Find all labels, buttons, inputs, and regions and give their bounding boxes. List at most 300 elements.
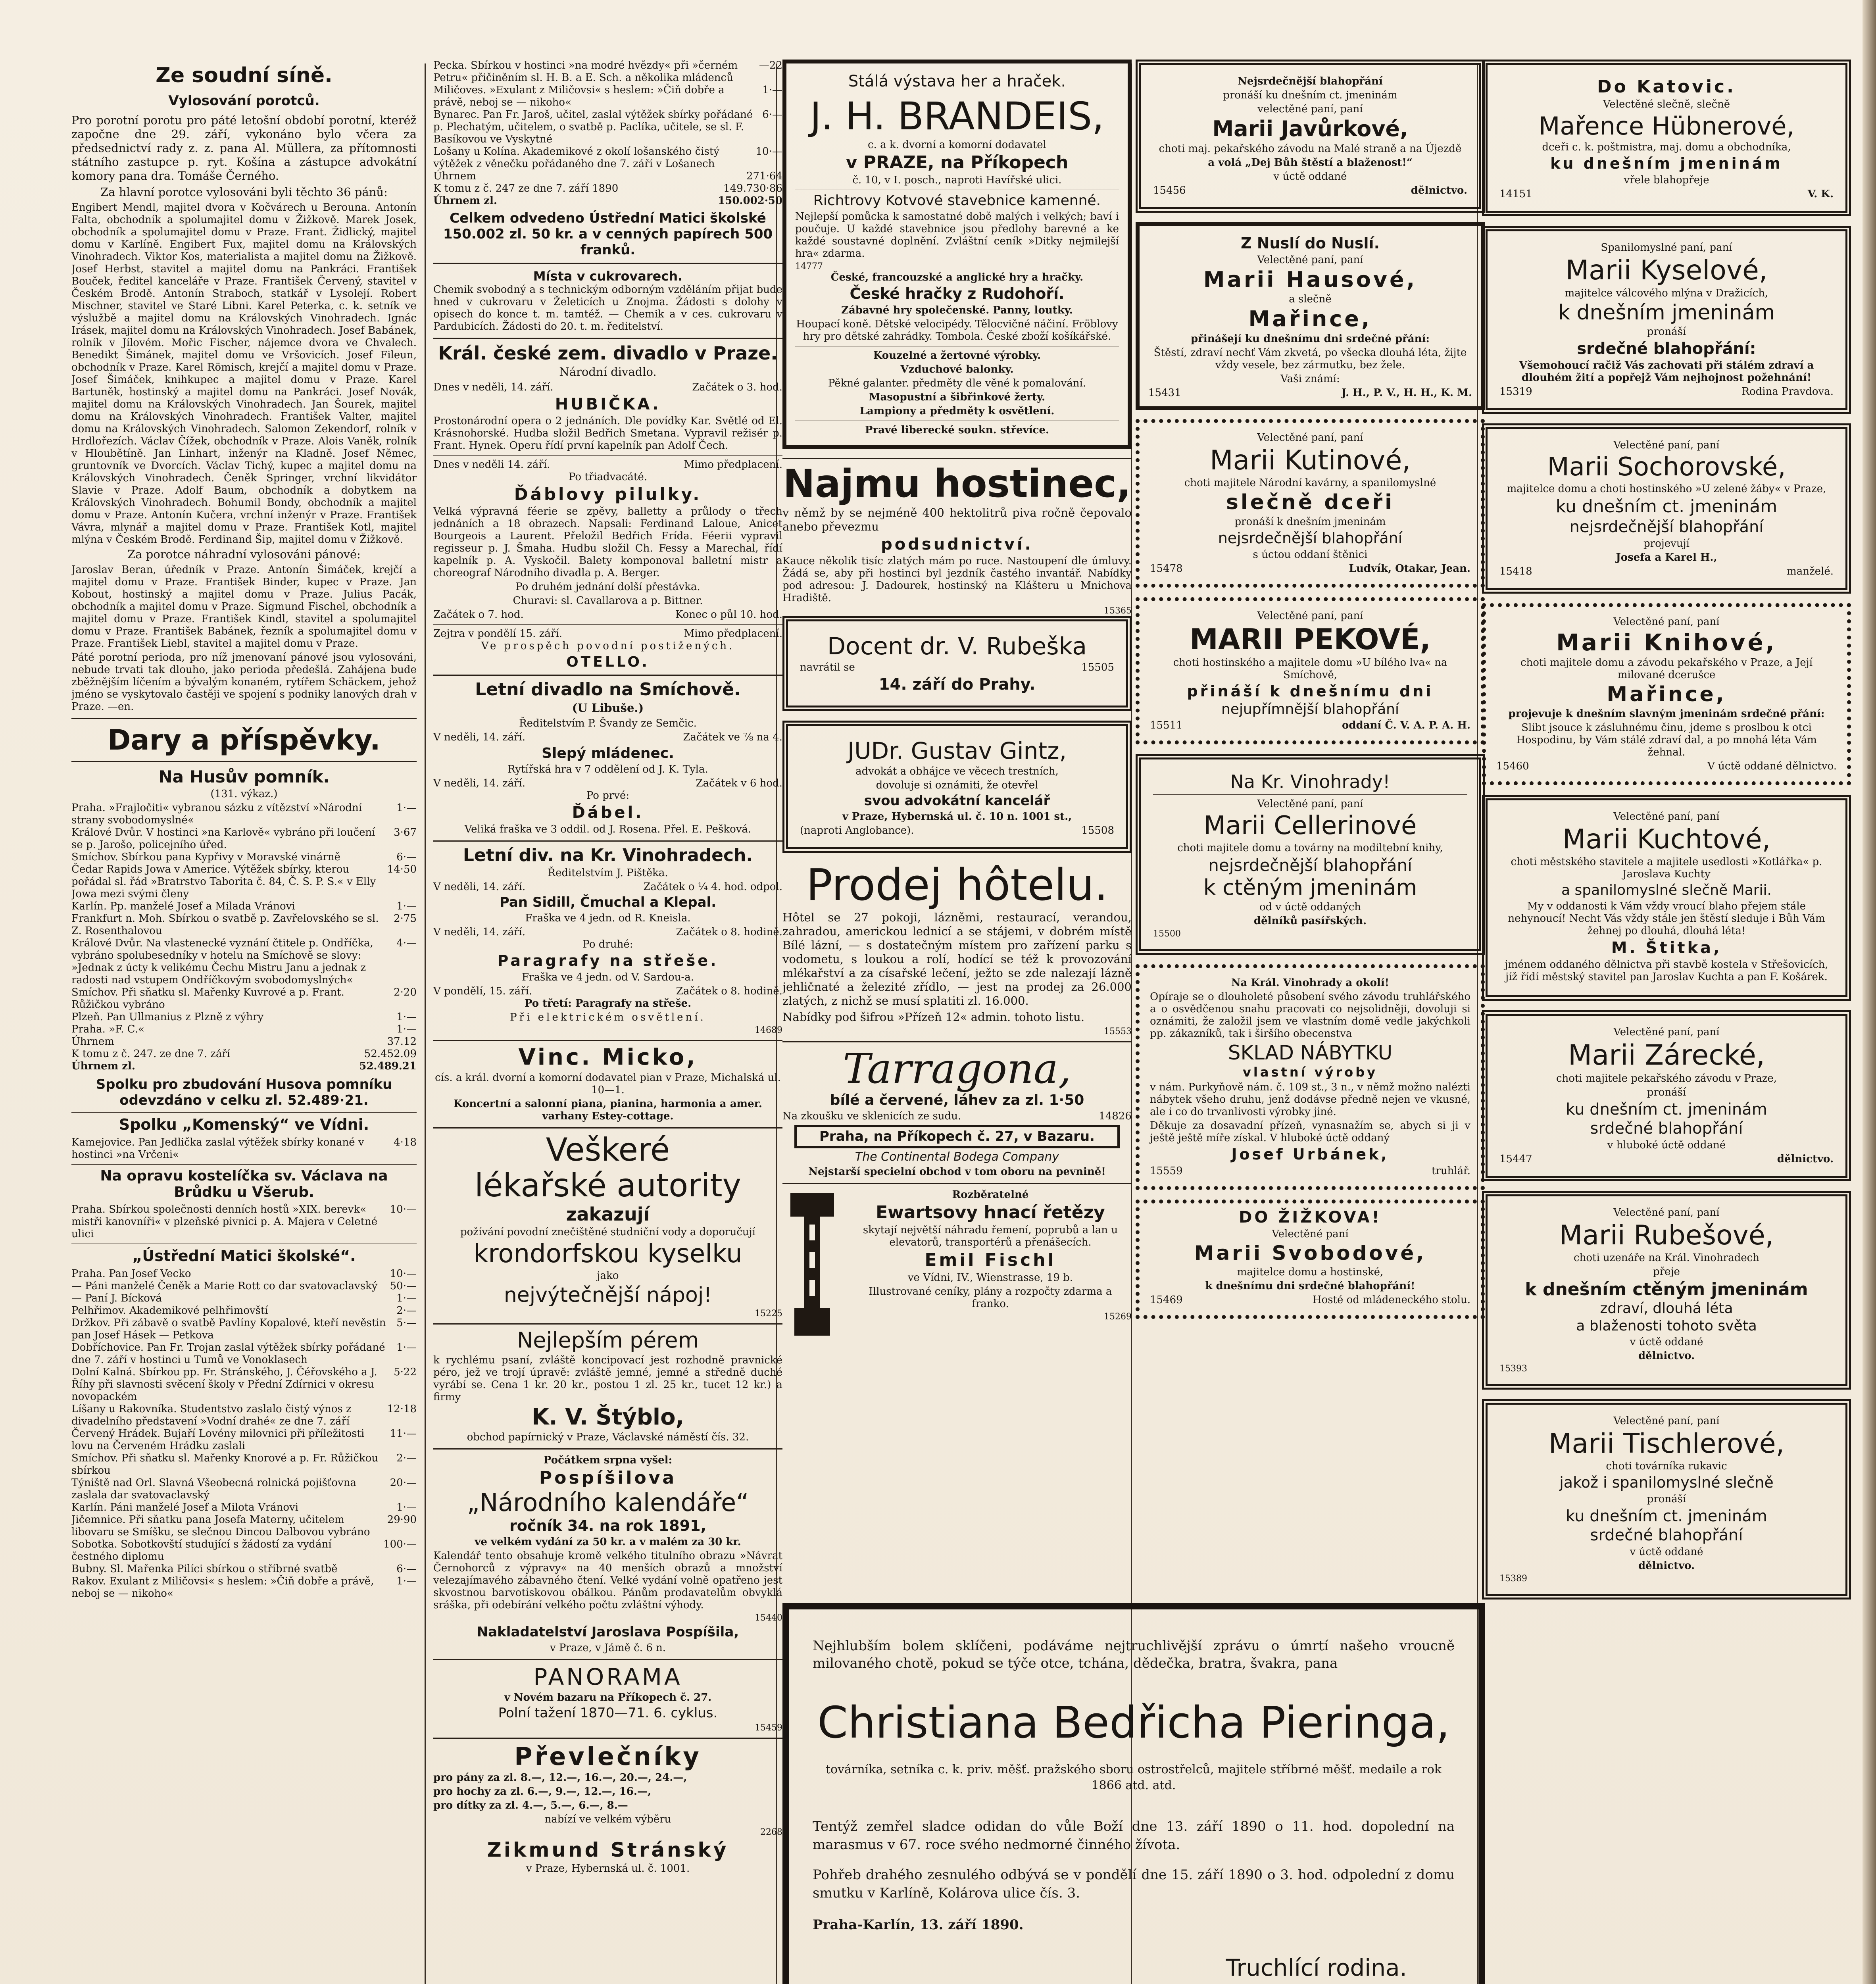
schedule-row: Začátek o 7. hod. Konec o půl 10. hod. — [433, 609, 782, 621]
donation-amount: 1·— — [396, 1023, 417, 1035]
schedule-row: V neděli, 14. září. Začátek o 8. hodině. — [433, 926, 782, 938]
ad-number: 15365 — [1104, 606, 1132, 616]
ad-text: Počátkem srpna vyšel: — [543, 1454, 673, 1467]
greeting-text: Velectěné paní, paní — [1257, 609, 1363, 622]
greeting-name: Marii Kutinové, — [1210, 444, 1411, 476]
play-title: Slepý mládenec. — [542, 745, 674, 762]
greeting-text: Velectěné paní, paní — [1613, 439, 1720, 452]
ad-text: Zábavné hry společenské. Panny, loutky. — [841, 304, 1073, 316]
play-title: HUBIČKA. — [555, 395, 661, 414]
greeting-row: 14151 V. K. — [1499, 188, 1834, 200]
donation-text: — Páni manželé Čeněk a Marie Rott co dar svatovaclavský — [71, 1280, 378, 1292]
ad-text: Kalendář tento obsahuje kromě velkého titulního obrazu »Návrat Černohorců z výpravy« na 40 menších obrazů a množství velezajímavého zábavného čtení. Velké vydání volně opatřeno jest skvostnou barvotiskovou obálkou. Pánům prodavatelům obvyklá sráška, při odebírání velkého počtu zvláštní výhody. — [433, 1550, 782, 1611]
donation-amount: 14·50 — [387, 863, 417, 875]
donation-text: Bynarec. Pan Fr. Jaroš, učitel, zaslal výtěžek sbírky pořádané p. Plechatým, učitelem, o svatbě p. Paclíka, učitele, se sl. F. Basíkovou ve Vyskytné — [433, 109, 753, 145]
greeting-name: slečně dceři — [1226, 490, 1395, 515]
total-row: K tomu z č. 247 ze dne 7. září 1890 149.730·86 — [433, 183, 782, 194]
ad-title: JUDr. Gustav Gintz, — [847, 737, 1067, 765]
ad-text: v Novém bazaru na Příkopech č. 27. — [504, 1692, 712, 1704]
ad-number: 2268 — [760, 1827, 782, 1837]
greeting-text: Velectěné paní — [1272, 1228, 1349, 1240]
ad-subtitle: zakazují — [566, 1203, 650, 1225]
greeting-row: 15319 Rodina Pravdova. — [1499, 386, 1834, 398]
donation-text: Držkov. Při zábavě o svatbě Pavlíny Kopalové, kteří nevěstin pan Josef Hásek — Petkova — [71, 1317, 386, 1341]
greeting-text: Nejsrdečnější blahopřání — [1238, 75, 1383, 87]
donation-row — [71, 851, 417, 863]
donation-text: — Paní J. Bícková — [71, 1292, 162, 1304]
play-title: Pan Sidill, Čmuchal a Klepal. — [499, 894, 717, 911]
greeting-row: 15456 dělnictvo. — [1153, 184, 1467, 196]
donation-row — [71, 1023, 417, 1036]
ad-subtitle: svou advokátní kancelář — [864, 793, 1050, 809]
greeting-wish: nejupřímnější blahopřání — [1221, 701, 1399, 718]
donation-amount: 4·— — [396, 937, 417, 949]
ad-text: Lampiony a předměty k osvětlení. — [859, 405, 1055, 417]
donation-text: Pecka. Sbírkou v hostinci »na modré hvězdy« při »černém Petru« přičiněním sl. H. B. a E. Sch. a několika mládenců — [433, 60, 738, 84]
ad-subtitle: Nakladatelství Jaroslava Pospíšila, — [477, 1624, 739, 1640]
greeting-text: Štěstí, zdraví nechť Vám zkvetá, po všecka dlouhá léta, žijte vždy vesele, bez zármutku, bez žele. — [1153, 346, 1467, 371]
greeting-name: Mařince, — [1607, 682, 1726, 707]
ad-judr — [782, 721, 1132, 853]
obituary-intro: Nejhlubším bolem sklíčeni, podáváme nejtruchlivější zprávu o úmrtí našeho vroucně milovaného chotě, pokud se týče otce, tchána, dědečka, bratra, švakra, pana — [813, 1638, 1455, 1671]
ad-title: Docent dr. V. Rubeška — [827, 632, 1087, 661]
greeting-zarecka — [1482, 1010, 1851, 1181]
ad-subtitle: České hračky z Rudohoří. — [850, 285, 1065, 302]
divider — [433, 455, 782, 456]
greeting-name: Mařince, — [1248, 306, 1372, 332]
donation-row — [71, 1011, 417, 1023]
greeting-rubesova — [1482, 1191, 1851, 1390]
theatre-direction: Ředitelstvím J. Pištěka. — [548, 867, 668, 879]
ad-text: pro hochy za zl. 6.—, 9.—, 12.—, 16.—, — [433, 1785, 651, 1798]
ad-text: Pravé liberecké soukn. střevíce. — [865, 424, 1049, 436]
ad-title: Ewartsovy hnací řetězy — [876, 1202, 1105, 1223]
ad-number: 15393 — [1499, 1363, 1527, 1374]
ad-text: advokát a obhájce ve věcech trestních, — [855, 765, 1059, 778]
ad-number: 15500 — [1153, 929, 1181, 939]
donation-row — [71, 1452, 417, 1477]
chain-icon — [782, 1189, 842, 1340]
subsection-heading: Spolku „Komenský“ ve Vídni. — [119, 1116, 369, 1133]
greeting-text: Velectěné paní, paní — [1613, 1415, 1720, 1427]
greeting-name: Marii Tischlerové, — [1548, 1428, 1785, 1459]
donation-row — [71, 1305, 417, 1317]
greeting-tischlerova — [1482, 1399, 1851, 1600]
ad-text: c. a k. dvorní a komorní dodavatel — [868, 138, 1046, 151]
donation-text: Praha. Sbírkou společnosti denních hostů »XIX. berevk« mistři kanovníři« v plzeňské pivnici p. A. Majera v Celetné ulici — [71, 1203, 378, 1240]
divider — [1153, 794, 1467, 795]
donation-amount: 1·— — [396, 1342, 417, 1353]
play-note: Po prvé: — [586, 790, 630, 802]
donation-row — [71, 1575, 417, 1600]
ad-title: lékařské autority — [475, 1167, 741, 1204]
greeting-text: majitelce válcového mlýna v Dražicích, — [1565, 287, 1768, 299]
donation-text: Sobotka. Sobotkovští studující s žádostí za vydání čestného diplomu — [71, 1538, 332, 1563]
donation-row — [71, 1280, 417, 1292]
donation-amount: 10·— — [755, 146, 782, 158]
donation-row — [71, 827, 417, 851]
ad-row: (naproti Anglobance). 15508 — [800, 825, 1114, 837]
greeting-text: velectěné paní, paní — [1257, 103, 1363, 115]
donation-row — [71, 1403, 417, 1428]
total-row: Úhrnem zl. 52.489.21 — [71, 1060, 417, 1072]
schedule-row: V pondělí, 15. září. Začátek o 8. hodině. — [433, 985, 782, 997]
greeting-text: dceři c. k. poštmistra, maj. domu a obchodníka, — [1542, 141, 1791, 154]
donation-list — [71, 1136, 417, 1161]
greeting-name: Marii Knihové, — [1556, 629, 1777, 656]
divider — [782, 458, 1132, 459]
ad-text: dovoluje si oznámiti, že otevřel — [876, 779, 1038, 792]
theatre-direction: Ředitelstvím P. Švandy ze Semčic. — [519, 717, 697, 730]
greeting-text: Velectěné paní, paní — [1613, 1026, 1720, 1038]
divider — [433, 624, 782, 625]
ad-furniture — [1136, 964, 1485, 1190]
greeting-text: v úctě oddané — [1273, 170, 1347, 183]
greeting-text: od v úctě oddaných — [1259, 901, 1361, 913]
donation-amount: 2·— — [396, 1452, 417, 1464]
schedule-row: V neděli, 14. září. Začátek v 6 hod. — [433, 777, 782, 790]
paragraph: Engibert Mendl, majitel dvora v Kočvárech u Berouna. Antonín Falta, obchodník a spolumajitel domu v Žižkově. Marek Josek, obchodník a spolumajitel domu v Praze. Frant. Židlický, majitel domu v Karlíně. Engibert Fux, majitel domu na Královských Vinohradech. Viktor Kos, materialista a majitel domu na Žižkově. Josef Herbst, stavitel a majitel domu na Pankráci. František Bouček, ředitel kanceláře v Praze. František Červený, stavitel v Českém Brodě. Antonín Straboch, statkář v Lysolejí. Robert Mischner, stavitel ve Staré Libni. Karel Peterka, c. k. setník ve výslužbě a majitel domu na Královských Vinohradech. Ignác Irásek, majitel domu na Královských Vinohradech. Josef Babánek, rolník v Jílovém. Mořic Fischer, nájemce dvora ve Chvalech. Benedikt Šimánek, majitel domu ve Vršovicích. Josef Fileun, obchodník v Praze. Karel Römisch, krejčí a majitel domu v Praze. Josef Šimáček, knihkupec a majitel domu v Praze. Karel Bartuněk, hostinský a majitel domu na Pankráci. Josef Novák, majitel domu na Královských Vinohradech. Jan Šourek, majitel domu na Královských Vinohradech. František Valter, majitel domu na Královských Vinohradech. Salomon Zekendorf, rolník v Hrdlořezích. Václav Čížek, obchodník v Praze. Alois Vaněk, rolník v Hloubětíně. Jan Linhart, inženýr na Kladně. Josef Němec, gruntovník ve Dvorcích. Václav Tichý, kupec a majitel domu na Královských Vinohradech. Čeněk Springer, vrchní likvidátor Slavie v Praze. Adolf Baum, obchodník a dobytkem na Královských Vinohradech. Bohumil Bondy, obchodník a majitel domu v Praze. Antonín Kučera, vrchní inženýr v Praze. František Vávra, mlynář a majitel domu v Praze. František Kotl, majitel mlýna v Českém Brodě. Ferdinand Šip, majitel domu v Žižkově. — [71, 202, 417, 546]
play-note: Po třiadvacáté. — [568, 471, 648, 483]
divider — [433, 1127, 782, 1128]
divider — [782, 1041, 1132, 1042]
donation-text: Červený Hrádek. Bujaří Lovény milovnici při příležitosti lovu na Červeném Hrádku zaslali — [71, 1428, 365, 1452]
donation-amount: 5·22 — [394, 1366, 417, 1378]
donation-amount: 3·67 — [394, 827, 417, 838]
donation-amount: 6·— — [396, 1563, 417, 1575]
greeting-text: Velectěné slečně, slečně — [1603, 98, 1730, 111]
greeting-knihova — [1482, 603, 1851, 785]
ad-text: č. 10, v I. posch., naproti Havířské ulici. — [852, 174, 1062, 186]
divider — [71, 761, 417, 762]
donation-row — [71, 1366, 417, 1403]
divider — [782, 1183, 1132, 1184]
greeting-text: projevují — [1643, 537, 1690, 550]
donation-text: Praha. Pan Josef Vecko — [71, 1268, 191, 1280]
donation-row — [71, 900, 417, 913]
obituary-place: Praha-Karlín, 13. září 1890. — [813, 1917, 1024, 1933]
donation-text: Praha. »F. C.« — [71, 1023, 144, 1035]
greeting-wish: k dnešním jmeninám — [1558, 300, 1775, 325]
greeting-text: Velectěné paní, paní — [1613, 1206, 1720, 1219]
greeting-text: Všemohoucí račiž Vás zachovati při stálém zdraví a dlouhém žití a popřejž Vám nejhojnost požehnání! — [1519, 360, 1814, 384]
greeting-wish: ku dnešním ct. jmeninám — [1566, 1100, 1767, 1119]
greeting-text: s úctou oddaní štěnici — [1253, 548, 1368, 561]
greeting-name: Marii Rubešové, — [1559, 1219, 1774, 1251]
donation-amount: 10·— — [390, 1268, 417, 1280]
donation-amount: 11·— — [390, 1428, 417, 1440]
greeting-wish: projevuje k dnešním slavným jmeninám srdečné přání: — [1508, 708, 1825, 720]
total-row: Úhrnem 37.12 — [71, 1036, 417, 1048]
greeting-text: Velectěné paní, paní — [1613, 811, 1720, 823]
greeting-text: v hluboké úctě oddané — [1607, 1139, 1726, 1151]
donation-row — [71, 1136, 417, 1161]
play-title: Ďábel. — [572, 804, 644, 822]
paragraph: Za porotce náhradní vylosováni pánové: — [127, 548, 361, 561]
ad-text: Kouzelné a žertovné výrobky. — [873, 349, 1041, 361]
play-note: Ve prospěch povodní postižených. — [481, 640, 735, 652]
greeting-text: choti uzenáře na Král. Vinohradech — [1574, 1252, 1759, 1264]
column-donations-theatre — [433, 60, 782, 1876]
donation-amount: 10·— — [390, 1203, 417, 1215]
ad-text: Rozběratelné — [952, 1188, 1029, 1201]
greeting-signature: M. Štitka, — [1611, 939, 1722, 957]
ad-text: Pěkné galanter. předměty dle věné k pomalování. — [828, 377, 1086, 389]
ad-text: České, francouzské a anglické hry a hračky. — [830, 271, 1084, 283]
donation-row — [71, 1292, 417, 1305]
donation-text: Čedar Rapids Jowa v Americe. Výtěžek sbírky, kterou pořádal sl. řád »Bratrstvo Taborita č. 84, Č. S. P. S.« v Elly Jowa mezi svými členy — [71, 863, 376, 900]
donation-row — [71, 937, 417, 986]
ad-text: Hôtel se 27 pokoji, lázněmi, restaurací, verandou, zahradou, americkou lednicí a se stájemi, v dobrém místě Bílé lázní, — s dostatečným místem pro zařízení parku s vodometu, s loukou a rolí, hodící se též k provozování mlékařství a za císařské lečení, ježto se zde nalezají lázně jehličnaté a železité zřídlo, — jest na prodej za 26.000 zlatých, z nichž se musí splatiti zl. 16.000. — [782, 910, 1132, 1007]
play-description: Fraška ve 4 jedn. od V. Sardou-a. — [521, 971, 694, 983]
greeting-name: Marii Cellerinové — [1203, 811, 1417, 841]
ad-text: Opíraje se o dlouholeté působení svého závodu truhlářského a o osvědčenou snahu pracovati co nejsolidněji, dovoluji si oznámiti, že založil jsem ve vlastním domě vedle jakýchkoli pp. zákazníků, tak i širšího obecenstva — [1150, 991, 1470, 1040]
ad-text: k rychlému psaní, zvláště koncipovací jest rozhodně pravnické péro, jež ve trojí úpravě: zvláště jemné, jemné a středně duché vyrábí se. Cena 1 kr. 20 kr., postou 1 zl. 25 kr., tucet 12 kr.) a firmy — [433, 1354, 782, 1403]
greeting-text: dělnictvo. — [1638, 1560, 1695, 1572]
donation-amount: 50·— — [390, 1280, 417, 1292]
greeting-wish: ku dnešním ct. jmeninám — [1555, 496, 1778, 517]
paragraph: Páté porotní perioda, pro níž jmenovaní pánové jsou vylosováni, nebude trvati tak dlouho, jako perioda předešlá. Zahájena bude zběžnějším líčením a bývalým konaném, rytířem Schäckem, jehož jméno se vyskytovalo častěji ve spojení s podniky lanových drah v Praze. —en. — [71, 652, 417, 713]
subsection-heading: Místa v cukrovarech. — [533, 269, 683, 284]
donation-amount: 2·20 — [394, 986, 417, 998]
greeting-text: dělnictvo. — [1638, 1350, 1695, 1362]
ad-subtitle: vlastní výroby — [1243, 1064, 1378, 1080]
ad-subtitle: bílé a červené, láhev za zl. 1·50 — [830, 1092, 1084, 1108]
donation-text: Miličoves. »Exulant z Miličovsi« s heslem: »Čiň dobře a právě, neboj se — nikoho« — [433, 84, 725, 108]
ad-text: pro pány za zl. 8.—, 12.—, 16.—, 20.—, 24.—, — [433, 1771, 687, 1784]
greeting-text: Velectěné paní, paní — [1257, 254, 1363, 266]
greeting-wish: k ctěným jmeninám — [1203, 875, 1417, 900]
greeting-wish: ku dnešním ct. jmeninám — [1566, 1507, 1767, 1526]
ad-subtitle: ročník 34. na rok 1891, — [509, 1517, 706, 1534]
greeting-name: Marii Svobodové, — [1194, 1242, 1426, 1265]
ad-title: Najmu hostinec, — [783, 461, 1131, 506]
greeting-text: choti majitele pekařského závodu v Praze, — [1556, 1072, 1777, 1084]
ad-brandeis — [782, 60, 1132, 449]
play-note: Po třetí: Paragrafy na střeše. — [524, 997, 692, 1009]
divider — [433, 1659, 782, 1660]
greeting-text: choti majitele domu a závodu pekařského v Praze, a Její milované dcerušce — [1520, 657, 1813, 681]
ad-title: Veškeré — [546, 1131, 670, 1168]
donation-row — [71, 863, 417, 900]
greeting-javurkova — [1136, 60, 1485, 213]
donation-row — [433, 109, 782, 146]
obituary-death: Tentýž zemřel sladce odidan do vůle Boží dne 13. září 1890 o 11. hod. dopolední na marasmus v 67. roce svého nedmorné činného žívota. — [813, 1818, 1455, 1853]
donation-amount: 5·— — [396, 1317, 417, 1329]
greeting-name: Marii Javůrkové, — [1212, 116, 1408, 141]
ad-number: 14777 — [795, 261, 823, 271]
donation-text: Týniště nad Orl. Slavná Všeobecná rolnická pojišťovna zaslala dar svatovaclavský — [71, 1477, 356, 1501]
ad-text: Koncertní a salonní piana, pianina, harmonia a amer. varhany Estey-cottage. — [454, 1098, 762, 1122]
obituary-notice — [782, 1603, 1485, 1984]
greeting-text: dělníků pasířských. — [1253, 915, 1367, 927]
play-description: Veliká fraška ve 3 oddil. od J. Rosena. Přel. E. Pešková. — [464, 823, 752, 836]
donation-amount: —22 — [759, 60, 782, 71]
greeting-wish: k dnešnímu dni srdečné blahopřání! — [1205, 1280, 1415, 1292]
schedule-row: V neděli, 14. září. Začátek ve ⅞ na 4. — [433, 731, 782, 744]
ad-title: Pospíšilova — [539, 1468, 677, 1488]
donation-list — [71, 1203, 417, 1240]
ad-number: 15553 — [1104, 1026, 1132, 1036]
donation-text: Dolní Kalná. Sbírkou pp. Fr. Stránského, J. Čéřovského a J. Říhy při slavnosti svěcení školy v Přední Zdírnici v okresu novopackém — [71, 1366, 377, 1403]
greeting-cellerinova — [1136, 754, 1485, 955]
greeting-text: v úctě oddané — [1630, 1336, 1703, 1348]
ad-text: v Praze, Hybernská ul. č. 10 n. 1001 st., — [842, 811, 1072, 823]
donation-row — [71, 1538, 417, 1563]
greeting-wish: srdečné blahopřání: — [1577, 340, 1756, 358]
greeting-hausova — [1136, 222, 1485, 410]
donation-row — [71, 986, 417, 1011]
greeting-text: majitelce domu a choti hostinského »U zelené žáby« v Praze, — [1507, 483, 1826, 495]
greeting-text: pronáší — [1647, 1086, 1686, 1098]
donation-row — [433, 146, 782, 170]
donation-text: Bubny. Sl. Mařenka Pilíci sbírkou o stříbrné svatbě — [71, 1563, 338, 1575]
greeting-text: pronáší ku dnešním ct. jmeninám — [1223, 89, 1397, 101]
ad-text: Kauce několik tisíc zlatých mám po ruce. Nastoupení dle úmluvy. Žádá se, aby při hostinci byl jezdník častého invantář. Nabídky pod adresou: J. Dadourek, hostinský na Klášteru u Mnichova Hradiště. — [782, 555, 1132, 604]
donation-amount: 1·— — [396, 1501, 417, 1513]
donation-text: Rakov. Exulant z Miličovsi« s heslem: »Čiň dobře a právě, neboj se — nikoho« — [71, 1575, 374, 1600]
greeting-row: 15447 dělnictvo. — [1499, 1153, 1834, 1165]
greeting-text: Velectěné paní, paní — [1613, 615, 1720, 628]
ad-text: ve velkém vydání za 50 kr. a v malém za 30 kr. — [475, 1536, 741, 1548]
greeting-text: vřele blahopřeje — [1624, 174, 1709, 186]
donation-amount: 1·— — [396, 1011, 417, 1023]
donation-row — [71, 802, 417, 827]
greeting-wish: zdraví, dlouhá léta — [1600, 1300, 1733, 1317]
schedule-row: V neděli, 14. září. Začátek o ¼ 4. hod. odpol. — [433, 881, 782, 893]
greeting-text: majitelce domu a hostinské, — [1237, 1266, 1384, 1278]
schedule-row: Dnes v neděli, 14. září. Začátek o 3. hod. — [433, 381, 782, 394]
donation-amount: 29·90 — [387, 1514, 417, 1526]
ad-text: v Praze, Hybernská ul. č. 1001. — [526, 1863, 690, 1875]
paragraph: Za hlavní porotce vylosováni byli těchto 36 pánů: — [100, 185, 388, 199]
greeting-text: a volá „Dej Bůh štěstí a blaženost!“ — [1208, 156, 1413, 169]
donation-row — [71, 1203, 417, 1240]
ad-number: 15459 — [755, 1723, 782, 1733]
schedule-row: Zejtra v pondělí 15. září. Mimo předplacení. — [433, 628, 782, 640]
donation-text: Karlín. Páni manželé Josef a Milota Vránovi — [71, 1501, 299, 1513]
greeting-text: jménem oddaného dělnictva při stavbě kostela v Střešovicích, jíž řídí městský stavitel pan Jaroslav Kuchta a pan F. Košárek. — [1505, 959, 1828, 983]
paragraph: Chemik svobodný a s technickým odborným vzděláním přijat bude hned v cukrovaru v Želeticích u Znojma. Žádosti s dolohy v opisech do konce t. m. tamtéž. — Chemik a v ces. cukrovaru v Pardubicích. Žádosti do 20. t. m. ředitelství. — [433, 284, 782, 333]
greeting-text: v úctě oddané — [1630, 1546, 1703, 1558]
greeting-heading: Na Kr. Vinohrady! — [1230, 771, 1390, 793]
greeting-hubnerova — [1482, 60, 1851, 216]
greeting-heading: DO ŽIŽKOVA! — [1239, 1208, 1382, 1227]
ad-number: 15269 — [1104, 1312, 1132, 1322]
greeting-text: pronáší — [1647, 1493, 1686, 1505]
donation-list — [71, 1268, 417, 1600]
play-description: Prostonárodní opera o 2 jednáních. Dle povídky Kar. Světlé od El. Krásnohorské. Hudba složil Bedřich Smetana. Vypravil režisér p. Frant. Hynek. Operu řídí první kapelník pan Adolf Čech. — [433, 415, 782, 452]
ad-number: 14689 — [755, 1025, 782, 1035]
subsection-heading: Na opravu kostelíčka sv. Václava na Brůdku u Všerub. — [100, 1168, 388, 1200]
donation-row — [71, 1268, 417, 1280]
theatre-subheading: Národní divadlo. — [559, 365, 657, 379]
ad-title: PANORAMA — [533, 1663, 682, 1691]
total-row: Úhrnem zl. 150.002·50 — [433, 195, 782, 207]
donation-amount: 12·18 — [387, 1403, 417, 1415]
play-title: OTELLO. — [566, 654, 650, 671]
donation-row — [433, 60, 782, 84]
total-row: K tomu z č. 247. ze dne 7. září 52.452.09 — [71, 1048, 417, 1060]
greeting-wish: srdečné blahopřání — [1590, 1119, 1743, 1138]
paragraph: Pro porotní porotu pro páté letošní období porotní, kteréž započne dne 29. září, vykonáno bylo včera za předsednictví rady z. z. pana Al. Müllera, za přítomnosti státního zastupce p. ryt. Košína a zástupce advokátní komory pana dra. Tomáše Černého. — [71, 113, 417, 183]
greeting-name: Marii Hausové, — [1203, 267, 1417, 292]
greeting-text: choti továrníka rukavic — [1606, 1460, 1727, 1473]
ad-text: Vzduchové balonky. — [900, 363, 1014, 375]
greeting-row: 15478 Ludvík, Otakar, Jean. — [1150, 562, 1470, 575]
summary-line: Celkem odvedeno Ústřední Matici školské 150.002 zl. 50 kr. a v cenných papírech 500 franků. — [443, 210, 773, 258]
greeting-heading: Z Nuslí do Nuslí. — [1240, 234, 1380, 252]
page-edge — [1863, 0, 1876, 1984]
ad-signature: Josef Urbánek, — [1231, 1146, 1389, 1163]
play-note: Po druhém jednání dolší přestávka. — [515, 581, 700, 593]
donation-row — [71, 1342, 417, 1366]
donation-row — [71, 1317, 417, 1342]
greeting-name: Marii Kuchtové, — [1562, 824, 1771, 856]
donation-text: Plzeň. Pan Ullmanius z Plzně z výhry — [71, 1011, 264, 1023]
donation-text: Smíchov. Sbírkou pana Kypřivy v Moravské vinárně — [71, 851, 341, 863]
donation-amount: 20·— — [390, 1477, 417, 1489]
subsection-heading: Na Husův pomník. — [158, 767, 330, 786]
ad-text: Illustrované ceníky, plány a rozpočty zdarma a franko. — [869, 1286, 1112, 1310]
donation-text: Kamejovice. Pan Jedlička zaslal výtěžek sbírky konané v hostinci »na Vrčeni« — [71, 1136, 364, 1161]
ad-title: nejvýtečnější nápoj! — [504, 1283, 712, 1307]
donation-text: Líšany u Rakovníka. Studentstvo zaslalo čistý výnos z divadelního představení »Vodní drahé« ze dne 7. září — [71, 1403, 352, 1427]
ad-title: J. H. BRANDEIS, — [810, 94, 1104, 138]
schedule-row: Dnes v neděli 14. září. Mimo předplacení. — [433, 459, 782, 471]
donation-amount: 2·75 — [394, 913, 417, 925]
greeting-wish: nejsrdečnější blahopřání — [1569, 517, 1764, 536]
donation-text: Pelhřimov. Akademikové pelhřimovští — [71, 1305, 268, 1317]
ad-docent — [782, 616, 1132, 711]
ad-ewart — [782, 1189, 1132, 1340]
ad-row: 15559 truhlář. — [1150, 1165, 1470, 1177]
ad-text: ve Vídni, IV., Wienstrasse, 19 b. — [907, 1272, 1073, 1284]
divider — [433, 840, 782, 842]
ad-title: krondorfskou kyselku — [473, 1239, 742, 1269]
play-description: Rytířská hra v 7 oddělení od J. K. Tyla. — [507, 763, 708, 776]
ad-row: navrátil se 15505 — [800, 661, 1114, 674]
ad-title: Nejlepším pérem — [517, 1327, 699, 1353]
play-note: Při elektrickém osvětlení. — [510, 1011, 706, 1023]
obituary-desc: továrníka, setníka c. k. priv. měšť. pražského sboru ostrostřelců, majitele stříbrné měšť. medaile a rok 1866 atd. atd. — [825, 1762, 1442, 1792]
greeting-kutinova — [1136, 419, 1485, 588]
ad-text: Nabídky pod šifrou »Přízeň 12« admin. tohoto listu. — [782, 1010, 1085, 1024]
ad-text: Na Král. Vinohrady a okolí! — [1231, 977, 1390, 989]
column-ads-1 — [782, 60, 1132, 1599]
greeting-wish: srdečné blahopřání — [1590, 1526, 1743, 1545]
donation-amount: 1·— — [762, 84, 782, 96]
ad-title: Prodej hôtelu. — [806, 859, 1108, 911]
ad-title: K. V. Štýblo, — [532, 1404, 684, 1430]
ad-number: 15225 — [755, 1308, 782, 1319]
obituary-signature: Truchlící rodina. — [1226, 1954, 1407, 1981]
greeting-name: MARII PEKOVÉ, — [1190, 622, 1431, 656]
paragraph: Jaroslav Beran, úředník v Praze. Antonín Šimáček, krejčí a majitel domu v Praze. František Binder, kupec v Praze. Jan Kobout, hostinský a majitel domu v Praze. Julius Pacák, obchodník a majitel domu v Praze. Sigmund Fischel, obchodník a majitel domu v Praze. František Kindl, stavitel a spolumajitel domu v Praze. František Babánek, řezník a spolumajitel domu v Praze. František Liebl, stavitel a majitel domu v Praze. — [71, 564, 417, 650]
greeting-wish: k dnešním ctěným jmeninám — [1525, 1279, 1808, 1300]
obituary-funeral: Pohřeb drahého zesnulého odbývá se v pondělí dne 15. září 1890 o 3. hod. odpolední z domu smutku v Karlíně, Kolárova ulice čís. 3. — [813, 1867, 1455, 1901]
theatre-heading: Letní div. na Kr. Vinohradech. — [463, 845, 753, 866]
greeting-text: My v oddanosti k Vám vždy vroucí blaho přejem stále nehynoucí! Necht Vás vždy stále jen štěstí sleduje i Bůh Vám žehnej po dlouhá, dlouhá léta! — [1508, 900, 1825, 937]
ad-text: jako — [597, 1270, 619, 1282]
play-description: Velká výpravná féerie se zpěvy, balletty a průlody o třech jednáních a 18 obrazech. Napsali: Ferdinand Laloue, Anicet Bourgeois a Laurent. Přeložil Bedřich Frída. Féerii vypravil regisseur p. J. Šmaha. Hudbu složil Ch. Fessy a Marechal, řídí kapelník p. A. Vyskočil. Balety komponoval balletní mistr a choreograf Národního divadla p. A. Berger. — [433, 506, 782, 579]
theatre-heading: Král. české zem. divadlo v Praze. — [438, 342, 778, 364]
ad-text: pro dítky za zl. 4.—, 5.—, 6.—, 8.— — [433, 1799, 628, 1811]
greeting-name: Marii Sochorovské, — [1547, 452, 1786, 482]
donation-text: Lošany u Kolína. Akademikové z okolí lošanského čistý výtěžek z věnečku pořádaného dne 7. září v Lošanech — [433, 146, 720, 170]
divider — [433, 1448, 782, 1450]
ad-subtitle: Polní tažení 1870—71. 6. cyklus. — [498, 1705, 718, 1721]
